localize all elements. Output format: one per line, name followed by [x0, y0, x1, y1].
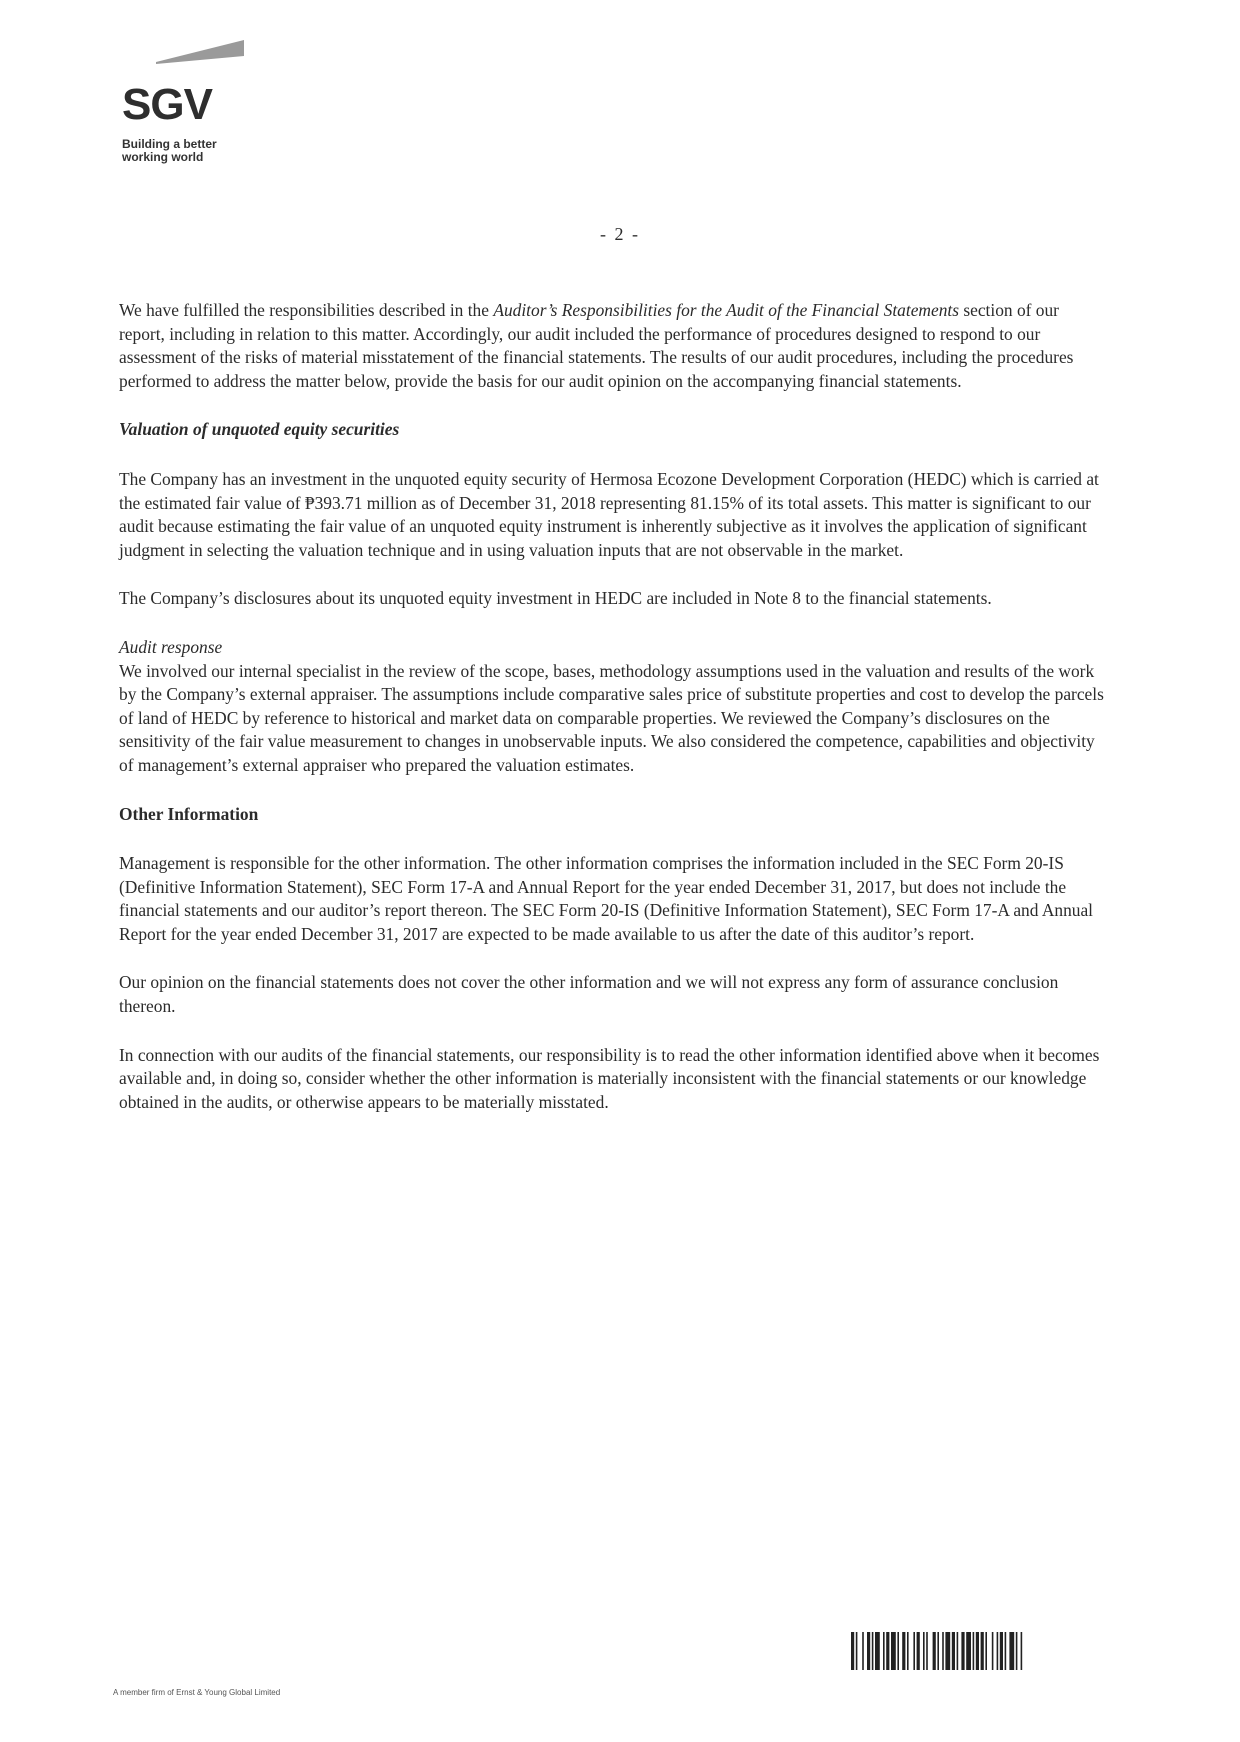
heading-valuation: Valuation of unquoted equity securities [119, 419, 400, 440]
document-body [119, 299, 1104, 1114]
paragraph-other-information: Management is responsible for the other information. The other information comprises the information included in the SEC Form 20-IS (Definitive Information Statement), SEC Form 17-A and Annual Report for the year ended December 31, 2017, but does not include the financial statements and our auditor’s report thereon. The SEC Form 20-IS (Definitive Information Statement), SEC Form 17-A and Annual Report for the year ended December 31, 2017 are expected to be made available to us after the date of this auditor’s report. [119, 853, 1094, 944]
paragraph-opinion: Our opinion on the financial statements does not cover the other information and we will not express any form of assurance conclusion thereon. [119, 972, 1059, 1017]
logo-tagline [122, 138, 282, 164]
barcode-icon [851, 1632, 1103, 1670]
paragraph-valuation: The Company has an investment in the unquoted equity security of Hermosa Ecozone Development Corporation (HEDC) which is carried at the estimated fair value of ₱393.71 million as of December 31, 2018 representing 81.15% of its total assets. This matter is significant to our audit because estimating the fair value of an unquoted equity instrument is inherently subjective as it involves the application of significant judgment in selecting the valuation technique and in using valuation inputs that are not observable in the market. [119, 468, 1099, 560]
subheading-audit-response: Audit response [119, 636, 223, 657]
paragraph-text: We have fulfilled the responsibilities described in the [119, 300, 494, 320]
heading-other-information: Other Information [119, 803, 259, 824]
logo-text: SGV [122, 80, 212, 129]
logo-beam-icon [156, 36, 244, 64]
tagline-line-2: working world [122, 150, 204, 164]
footer-note: A member firm of Ernst & Young Global Limited [113, 1688, 281, 1697]
paragraph-text: section of our report, including in relation to this matter. Accordingly, our audit included the performance of procedures designed to respond to our assessment of the risks of material misstatement of the financial statements. The results of our audit procedures, including the procedures performed to address the matter below, provide the basis for our audit opinion on the accompanying financial statements. [119, 300, 1074, 391]
tagline-line-1: Building a better [122, 137, 217, 151]
paragraph-disclosures: The Company’s disclosures about its unquoted equity investment in HEDC are included in Note 8 to the financial statements. [119, 588, 992, 609]
section-reference: Auditor’s Responsibilities for the Audit of the Financial Statements [493, 300, 959, 320]
page-number: - 2 - [600, 224, 640, 244]
paragraph-responsibility: In connection with our audits of the financial statements, our responsibility is to read the other information identified above when it becomes available and, in doing so, consider whether the other information is materially inconsistent with the financial statements or our knowledge obtained in the audits, or otherwise appears to be materially misstated. [119, 1044, 1100, 1112]
paragraph-responsibilities [119, 299, 1104, 393]
paragraph-audit-response: We involved our internal specialist in the review of the scope, bases, methodology assumptions used in the valuation and results of the work by the Company’s external appraiser. The assumptions include comparative sales price of substitute properties and cost to develop the parcels of land of HEDC by reference to historical and market data on comparable properties. We reviewed the Company’s disclosures on the sensitivity of the fair value measurement to changes in unobservable inputs. We also considered the competence, capabilities and objectivity of management’s external appraiser who prepared the valuation estimates. [119, 660, 1104, 775]
